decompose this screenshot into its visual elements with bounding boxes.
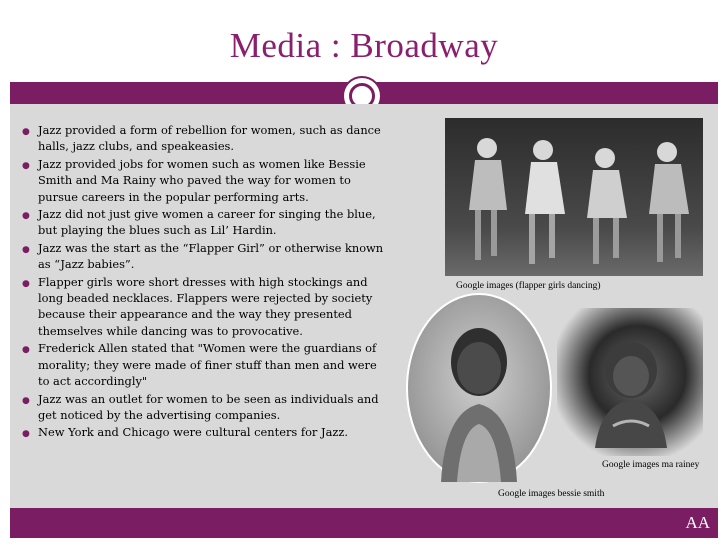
bullet-icon: ●	[22, 127, 30, 137]
bullet-item: ● Jazz was the start as the “Flapper Girl” or otherwise known as “Jazz babies”.	[22, 240, 384, 272]
bullet-icon: ●	[22, 278, 30, 289]
slide-title: Media : Broadway	[229, 26, 499, 65]
rainey-caption: Google images ma rainey	[602, 460, 700, 470]
bullet-item: ● Flapper girls wore short dresses with high stockings and long beaded necklaces. Flappers were rejected by society because their appearance and the way they presented themselves while dancing was to provocative.	[22, 274, 373, 338]
ma-rainey-photo	[557, 308, 703, 456]
bessie-smith-photo	[405, 292, 553, 484]
bullet-icon: ●	[22, 160, 30, 171]
bullet-list	[20, 122, 390, 442]
bullet-item: ● New York and Chicago were cultural centers for Jazz.	[20, 424, 390, 440]
bullet-item: ● Jazz was an outlet for women to be seen as individuals and get noticed by the advertising companies.	[22, 391, 379, 422]
flappers-caption: Google images (flapper girls dancing)	[456, 281, 601, 291]
bullet-icon: ●	[22, 395, 30, 406]
bullet-item: ● Jazz did not just give women a career for singing the blue, but playing the blues such as Lil’ Hardin.	[22, 207, 376, 238]
bullet-icon: ●	[22, 211, 30, 222]
bullet-item: ● Jazz provided a form of rebellion for women, such as dance halls, jazz clubs, and speakeasies.	[22, 123, 381, 154]
bullet-item: ● Frederick Allen stated that "Women were the guardians of morality; they were made of finer stuff than men and were to act accordingly"	[22, 341, 377, 389]
bullet-icon: ●	[22, 345, 30, 356]
bessie-smith-image	[405, 292, 553, 484]
bessie-caption: Google images bessie smith	[498, 489, 605, 499]
ma-rainey-image	[557, 308, 703, 456]
bullet-icon: ●	[22, 429, 30, 440]
flapper-girls-photo	[445, 118, 703, 276]
bullet-icon: ●	[22, 244, 30, 255]
footer-band	[10, 508, 718, 538]
bullet-item: ● Jazz provided jobs for women such as women like Bessie Smith and Ma Rainy who paved the way for women to pursue careers in the popular performing arts.	[22, 156, 366, 204]
footer-initials: AA	[685, 513, 710, 532]
flapper-girls-image	[445, 118, 703, 276]
